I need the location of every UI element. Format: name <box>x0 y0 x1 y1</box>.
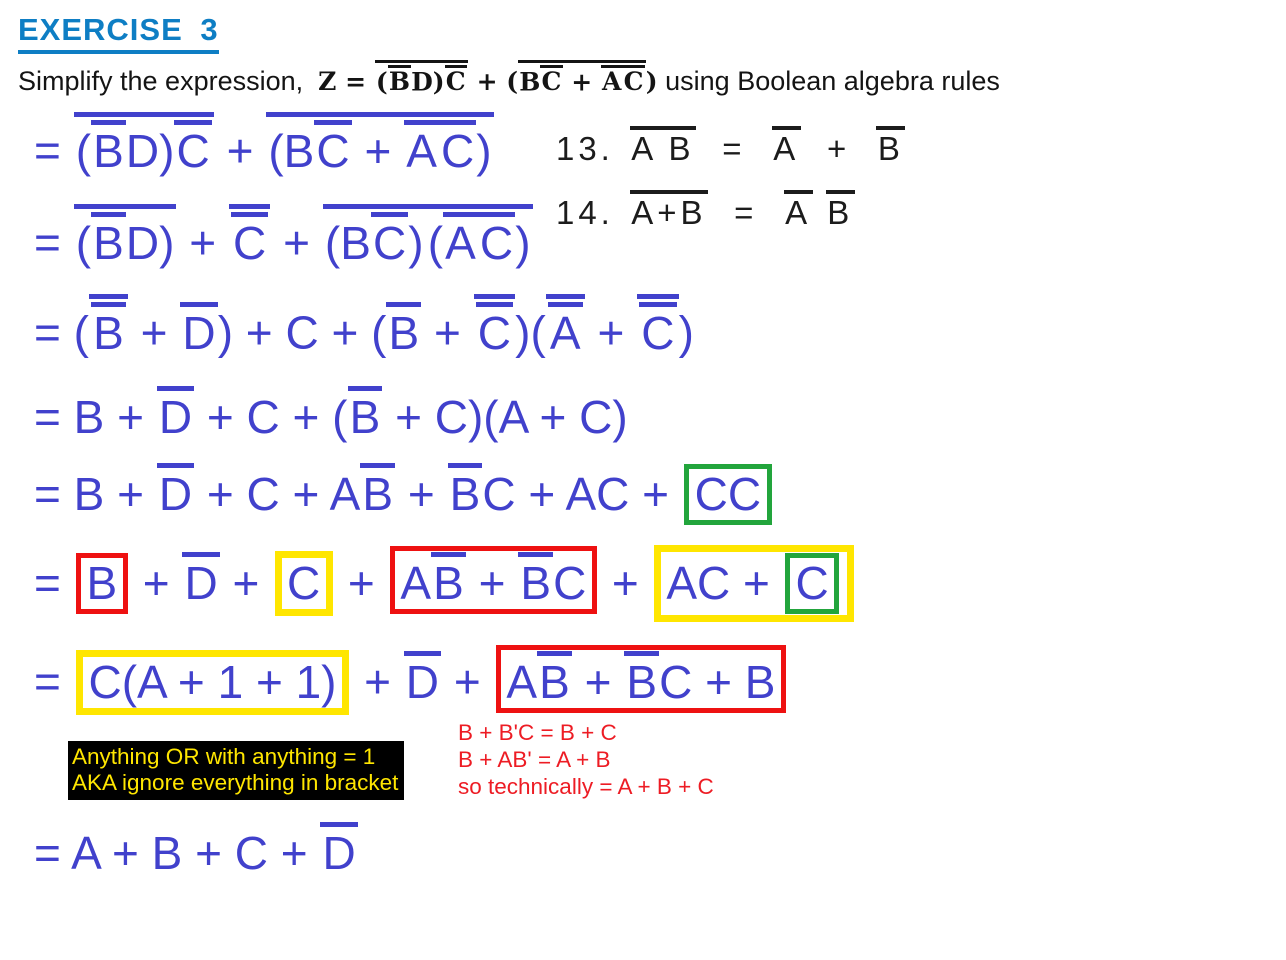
overline-bar: B <box>537 651 572 705</box>
overline-bar: B <box>91 120 126 174</box>
overline-bar: C <box>314 120 351 174</box>
yellow-box: C <box>275 551 333 616</box>
red-box: B <box>76 553 128 614</box>
overline-bar: B <box>386 302 421 356</box>
overline-bar: A B <box>630 126 696 165</box>
overline-bar: C <box>231 212 268 266</box>
overline-bar: B <box>431 552 466 606</box>
overline-bar: A <box>784 190 813 229</box>
overline-bar: A <box>772 126 801 165</box>
page-title: EXERCISE 3 <box>18 12 219 54</box>
overline-bar: D <box>320 822 357 876</box>
overline-bar: A <box>548 302 583 356</box>
overline-bar: C <box>476 302 513 356</box>
overline-bar: C <box>445 65 467 95</box>
red-annotation-note <box>458 719 714 800</box>
boolean-rule-13: 13. A B = A + B <box>556 126 905 168</box>
prompt-text-post: using Boolean algebra rules <box>657 66 1000 96</box>
formula-step-7: = C(A + 1 + 1) + D + AB + BC + B <box>34 645 788 715</box>
overline-bar: B <box>91 302 126 356</box>
formula-step-1: = (BD)C + (BC + AC) <box>34 112 494 178</box>
overline-bar <box>474 294 515 359</box>
overline-bar: C <box>371 212 408 266</box>
rule-number: 14. <box>556 193 614 231</box>
overline-bar: (BD) <box>74 204 177 266</box>
overline-bar: B <box>624 651 659 705</box>
red-note-line: so technically = A + B + C <box>458 774 714 799</box>
red-box: AB + BC <box>390 546 597 614</box>
yellow-box: C(A + 1 + 1) <box>76 650 349 715</box>
overline-bar: D <box>404 651 441 705</box>
green-box: CC <box>684 464 771 525</box>
overline-bar: D <box>182 552 219 606</box>
yellow-box: AC + C <box>654 545 854 622</box>
overline-bar: B <box>518 552 553 606</box>
overline-bar: (AC) <box>426 204 533 266</box>
overline-bar <box>229 204 270 269</box>
overline-bar: B <box>348 386 383 440</box>
prompt-expression: Z = (BD)C + (BC + AC) <box>318 67 658 96</box>
formula-step-8: = A + B + C + D <box>34 822 358 880</box>
black-note-line: Anything OR with anything = 1 <box>72 744 376 769</box>
formula-step-2: = (BD) + C + (BC)(AC) <box>34 204 533 270</box>
overline-bar: B <box>448 463 483 517</box>
overline-bar: B <box>876 126 905 165</box>
red-note-lines <box>458 719 714 800</box>
boolean-rules-reference <box>556 126 905 254</box>
overline-bar: A <box>404 120 439 174</box>
overline-bar: B <box>360 463 395 517</box>
overline-bar: (BC) <box>323 204 426 266</box>
overline-bar: B <box>91 212 126 266</box>
formula-step-4: = B + D + C + (B + C)(A + C) <box>34 386 628 444</box>
rule-number: 13. <box>556 129 614 167</box>
overline-bar: (BC + AC) <box>266 112 493 174</box>
green-box: C <box>785 553 839 614</box>
red-note-line: B + B'C = B + C <box>458 720 617 745</box>
overline-bar: C <box>439 120 476 174</box>
boolean-rule-14: 14. A+B = A B <box>556 190 905 232</box>
red-box: AB + BC + B <box>496 645 786 713</box>
overline-bar: D <box>157 386 194 440</box>
overline-bar <box>546 294 585 359</box>
prompt-text-pre: Simplify the expression, <box>18 66 319 96</box>
overline-bar: C <box>639 302 676 356</box>
overline-bar: A <box>443 212 478 266</box>
black-note-lines <box>72 744 398 796</box>
overline-bar: C <box>540 65 562 95</box>
formula-step-6: = B + D + C + AB + BC + AC + C <box>34 545 856 622</box>
overline-bar: A+B <box>630 190 708 229</box>
overline-bar: B <box>388 65 411 95</box>
black-highlight-note <box>68 741 404 800</box>
overline-bar: (BD)C <box>74 112 214 174</box>
overline-bar: C <box>623 65 645 95</box>
overline-bar: D <box>180 302 217 356</box>
formula-step-3: = (B + D) + C + (B + C)(A + C) <box>34 294 694 360</box>
red-note-line: B + AB' = A + B <box>458 747 611 772</box>
overline-bar <box>89 294 128 359</box>
formula-step-5: = B + D + C + AB + BC + AC + CC <box>34 463 774 525</box>
exercise-prompt <box>18 60 1000 97</box>
overline-bar: A <box>601 65 623 95</box>
overline-bar: B <box>826 190 855 229</box>
overline-bar: C <box>174 120 211 174</box>
overline-bar: (BD)C <box>375 60 468 94</box>
overline-bar: BC + AC <box>518 60 646 94</box>
overline-bar: C <box>478 212 515 266</box>
overline-bar <box>637 294 678 359</box>
overline-bar: D <box>157 463 194 517</box>
black-note-line: AKA ignore everything in bracket <box>72 770 399 796</box>
